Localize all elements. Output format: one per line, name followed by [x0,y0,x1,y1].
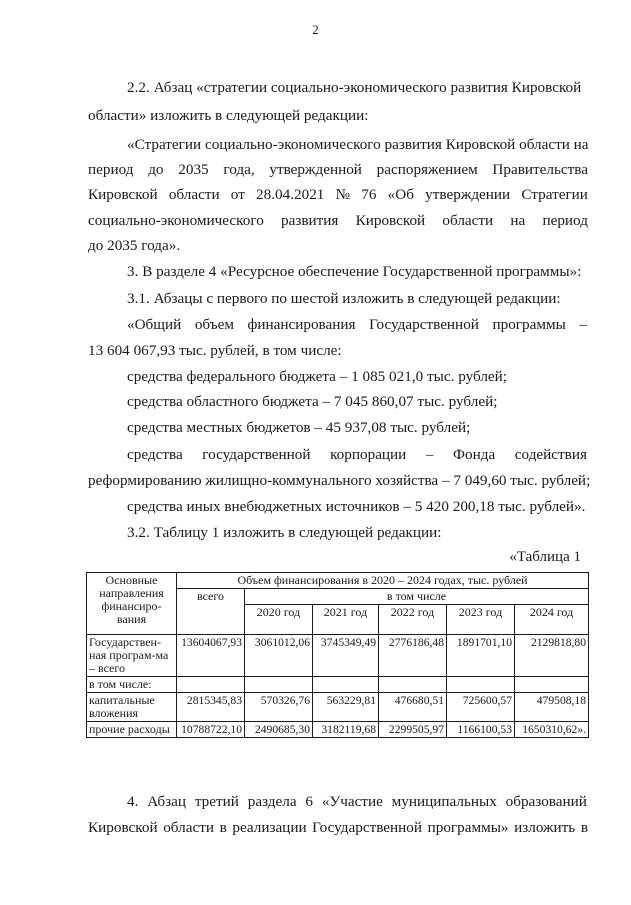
header-year-2021: 2021 год [313,605,379,635]
cell-2021: 3182119,68 [313,722,379,738]
local-budget-line: средства местных бюджетов – 45 937,08 тыс. рублей; [127,419,471,436]
quote-line-3 [88,186,588,204]
header-year-2022: 2022 год [379,605,447,635]
paragraph-2-2-line-1: 2.2. Абзац «стратегии социально-экономического развития Кировской [127,79,582,96]
header-volume: Объем финансирования в 2020 – 2024 годах, тыс. рублей [177,573,589,589]
table-row [87,677,589,693]
word: государственной [202,446,311,463]
header-year-2023: 2023 год [447,605,515,635]
paragraph-3-2: 3.2. Таблицу 1 изложить в следующей редакции: [127,524,442,541]
quote-line-2 [88,161,588,179]
cell-total: 2815345,83 [177,693,245,722]
word: развития [281,212,339,229]
word: Абзац [147,793,187,810]
table-caption: «Таблица 1 [509,549,581,565]
word: финансирования [247,316,356,333]
word: Правительства [492,161,588,178]
header-year-2020: 2020 год [245,605,313,635]
cell-2023: 1891701,10 [447,635,515,677]
word: 28.04.2021 [256,186,325,203]
word: корпорации [330,446,407,463]
word: области [442,212,494,229]
word: 2035 [178,161,209,178]
word: Фонда [453,446,496,463]
cell-2023 [447,677,515,693]
cell-2021: 3745349,49 [313,635,379,677]
word: на [510,212,526,229]
corporation-line-2: реформированию жилищно-коммунального хозяйства – 7 049,60 тыс. рублей; [88,472,591,489]
word: Кировской [88,186,158,203]
word: «Об [387,186,414,203]
row-label: прочие расходы [87,722,177,738]
quote-line-4 [88,212,588,230]
cell-2023: 725600,57 [447,693,515,722]
paragraph-4-line-2 [88,819,588,837]
cell-2021 [313,677,379,693]
paragraph-2-2-line-2: области» изложить в следующей редакции: [88,107,369,124]
word: программы [492,316,566,333]
word: муниципальных [391,793,497,810]
word: раздела [247,793,297,810]
word: социально-экономического [88,212,264,229]
cell-2024: 479508,18 [515,693,589,722]
word: программы» [427,819,509,836]
word: 76 [361,186,377,203]
paragraph-3-1: 3.1. Абзацы с первого по шестой изложить в следующей редакции: [127,290,561,307]
word: № [335,186,351,203]
word: распоряжением [376,161,478,178]
cell-2020: 570326,76 [245,693,313,722]
total-funding-line-2: 13 604 067,93 тыс. рублей, в том числе: [88,342,342,359]
row-label: в том числе: [87,677,177,693]
word: третий [194,793,239,810]
word: содействия [514,446,587,463]
cell-2022 [379,677,447,693]
row-label: Государствен-ная програм-ма – всего [87,635,177,677]
word: Кировской [88,819,158,836]
word: 4. [127,793,139,810]
cell-2022: 2299505,97 [379,722,447,738]
word: года, [223,161,255,178]
header-directions: Основные направления финансиро-вания [87,573,177,635]
header-including: в том числе [245,589,589,605]
table-row [87,635,589,677]
word: период [542,212,588,229]
other-sources-line: средства иных внебюджетных источников – 5 420 200,18 тыс. рублей». [127,498,586,515]
cell-2022: 2776186,48 [379,635,447,677]
word: утвержденной [269,161,362,178]
word: реализации [232,819,307,836]
word: средства [127,446,183,463]
word: «Участие [321,793,383,810]
word: в [219,819,227,836]
page-number: 2 [312,22,319,37]
word: – [425,446,434,463]
word: Кировской [355,212,426,229]
cell-total [177,677,245,693]
word: Стратегии [521,186,588,203]
table-row [87,693,589,722]
cell-2020 [245,677,313,693]
corporation-line-1 [127,446,587,464]
cell-2024 [515,677,589,693]
federal-budget-line: средства федерального бюджета – 1 085 021,0 тыс. рублей; [127,368,508,385]
word: от [230,186,245,203]
word: образований [505,793,587,810]
word: в [580,819,588,836]
cell-2024: 2129818,80 [515,635,589,677]
word: период [88,161,134,178]
paragraph-3: 3. В разделе 4 «Ресурсное обеспечение Государственной программы»: [127,263,582,280]
cell-2021: 563229,81 [313,693,379,722]
word: до [148,161,164,178]
regional-budget-line: средства областного бюджета – 7 045 860,07 тыс. рублей; [127,393,498,410]
cell-2020: 3061012,06 [245,635,313,677]
cell-total: 13604067,93 [177,635,245,677]
quote-line-5: до 2035 года». [88,237,181,254]
row-label: капитальные вложения [87,693,177,722]
header-year-2024: 2024 год [515,605,589,635]
paragraph-4-line-1 [127,793,587,811]
cell-total: 10788722,10 [177,722,245,738]
word: Государственной [369,316,479,333]
word: 6 [305,793,314,810]
total-funding-line-1 [127,316,587,334]
cell-2023: 1166100,53 [447,722,515,738]
word: утверждении [425,186,511,203]
cell-2020: 2490685,30 [245,722,313,738]
funding-table [86,572,589,738]
word: Государственной [312,819,423,836]
word: – [579,316,587,333]
word: области [163,819,214,836]
quote-line-1: «Стратегии социально-экономического развития Кировской области на [127,136,589,153]
word: изложить [514,819,576,836]
cell-2022: 476680,51 [379,693,447,722]
table-row [87,722,589,738]
header-total: всего [177,589,245,635]
word: объем [194,316,234,333]
word: области [168,186,220,203]
cell-2024: 1650310,62». [515,722,589,738]
word: «Общий [127,316,182,333]
